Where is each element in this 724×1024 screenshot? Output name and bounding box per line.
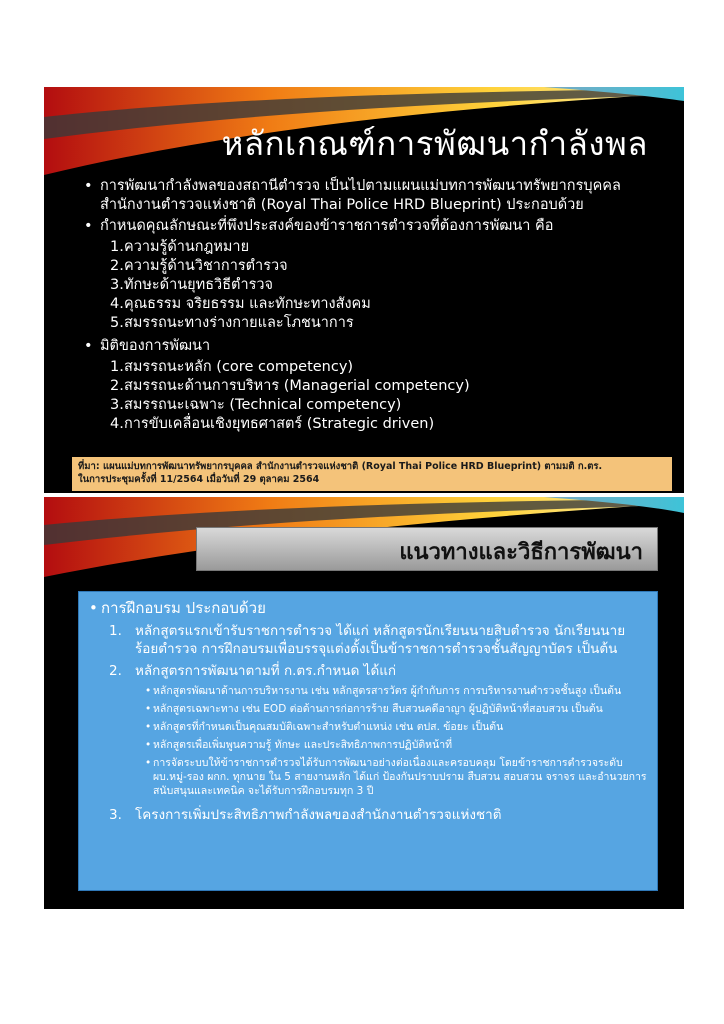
source-line: ในการประชุมครั้งที่ 11/2564 เมื่อวันที่ 29 ตุลาคม 2564: [78, 474, 320, 485]
sublist-item: • หลักสูตรเพื่อเพิ่มพูนความรู้ ทักษะ และประสิทธิภาพการปฏิบัติหน้าที่: [145, 738, 647, 752]
list-item: 4. คุณธรรม จริยธรรม และทักษะทางสังคม: [110, 296, 371, 312]
list-item: 5. สมรรถนะทางร่างกายและโภชนาการ: [110, 315, 354, 331]
slide-criteria: [44, 87, 684, 493]
sublist-item: • หลักสูตรเฉพาะทาง เช่น EOD ต่อด้านการก่อการร้าย สืบสวนคดีอาญา ผู้ปฏิบัติหน้าที่สอบสวน เป็นต้น: [145, 702, 647, 716]
list-item: 1. สมรรถนะหลัก (core competency): [110, 359, 354, 375]
list-item: 1. หลักสูตรแรกเข้ารับราชการตำรวจ ได้แก่ หลักสูตรนักเรียนนายสิบตำรวจ นักเรียนนายร้อยตำรวจ การฝึกอบรมเพื่อบรรจุแต่งตั้งเป็นข้าราชการตำรวจชั้นสัญญาบัตร เป็นต้น: [109, 623, 626, 657]
list-item: 3. ทักษะด้านยุทธวิธีตำรวจ: [110, 277, 274, 293]
bullet-text: • มิติของการพัฒนา: [84, 337, 664, 356]
sublist-item: • หลักสูตรพัฒนาด้านการบริหารงาน เช่น หลักสูตรสารวัตร ผู้กำกับการ การบริหารงานตำรวจชั้นสูง เป็นต้น: [145, 684, 647, 698]
bullet-text: • กำหนดคุณลักษณะที่พึงประสงค์ของข้าราชการตำรวจที่ต้องการพัฒนา คือ: [84, 217, 664, 236]
list-item: 2. หลักสูตรการพัฒนาตามที่ ก.ตร.กำหนด ได้แก่: [109, 663, 397, 679]
slide-title: หลักเกณฑ์การพัฒนากำลังพล: [221, 124, 648, 163]
slide-body: [84, 177, 664, 434]
list-item: 3. สมรรถนะเฉพาะ (Technical competency): [110, 397, 402, 413]
section-heading: • การฝึกอบรม ประกอบด้วย: [89, 598, 647, 618]
list-item: 3. โครงการเพิ่มประสิทธิภาพกำลังพลของสำนักงานตำรวจแห่งชาติ: [109, 807, 502, 823]
bullet-text: • การพัฒนากำลังพลของสถานีตำรวจ เป็นไปตามแผนแม่บทการพัฒนาทรัพยากรบุคคล สำนักงานตำรวจแห่งชาติ (Royal Thai Police HRD Blueprint) ประกอบด้วย: [84, 177, 664, 215]
list-item: 4. การขับเคลื่อนเชิงยุทธศาสตร์ (Strategic driven): [110, 416, 435, 432]
content-box: [78, 591, 658, 891]
list-item: 2. สมรรถนะด้านการบริหาร (Managerial competency): [110, 378, 470, 394]
source-note: [72, 457, 672, 491]
characteristics-list: [84, 238, 664, 333]
source-line: ที่มา: แผนแม่บทการพัฒนาทรัพยากรบุคคล สำนักงานตำรวจแห่งชาติ (Royal Thai Police HRD Blueprint) ตามมติ ก.ตร.: [78, 461, 603, 472]
slide-approach: [44, 497, 684, 909]
sublist-item: • การจัดระบบให้ข้าราชการตำรวจได้รับการพัฒนาอย่างต่อเนื่องและครอบคลุม โดยข้าราชการตำรวจระดับ ผบ.หมู่-รอง ผกก. ทุกนาย ใน 5 สายงานหลัก ได้แก่ ป้องกันปราบปราม สืบสวน สอบสวน จราจร และอำนวยการสนับสนุนและเทคนิค จะได้รับการฝึกอบรมทุก 3 ปี: [145, 756, 647, 798]
dimensions-list: [84, 358, 664, 434]
slide-title: แนวทางและวิธีการพัฒนา: [399, 540, 643, 565]
sublist-item: • หลักสูตรที่กำหนดเป็นคุณสมบัติเฉพาะสำหรับตำแหน่ง เช่น ตปส. ข้อยะ เป็นต้น: [145, 720, 647, 734]
list-item: 2. ความรู้ด้านวิชาการตำรวจ: [110, 258, 288, 274]
title-bar: [196, 527, 658, 571]
list-item: 1. ความรู้ด้านกฎหมาย: [110, 239, 250, 255]
course-sublist: [89, 684, 647, 798]
